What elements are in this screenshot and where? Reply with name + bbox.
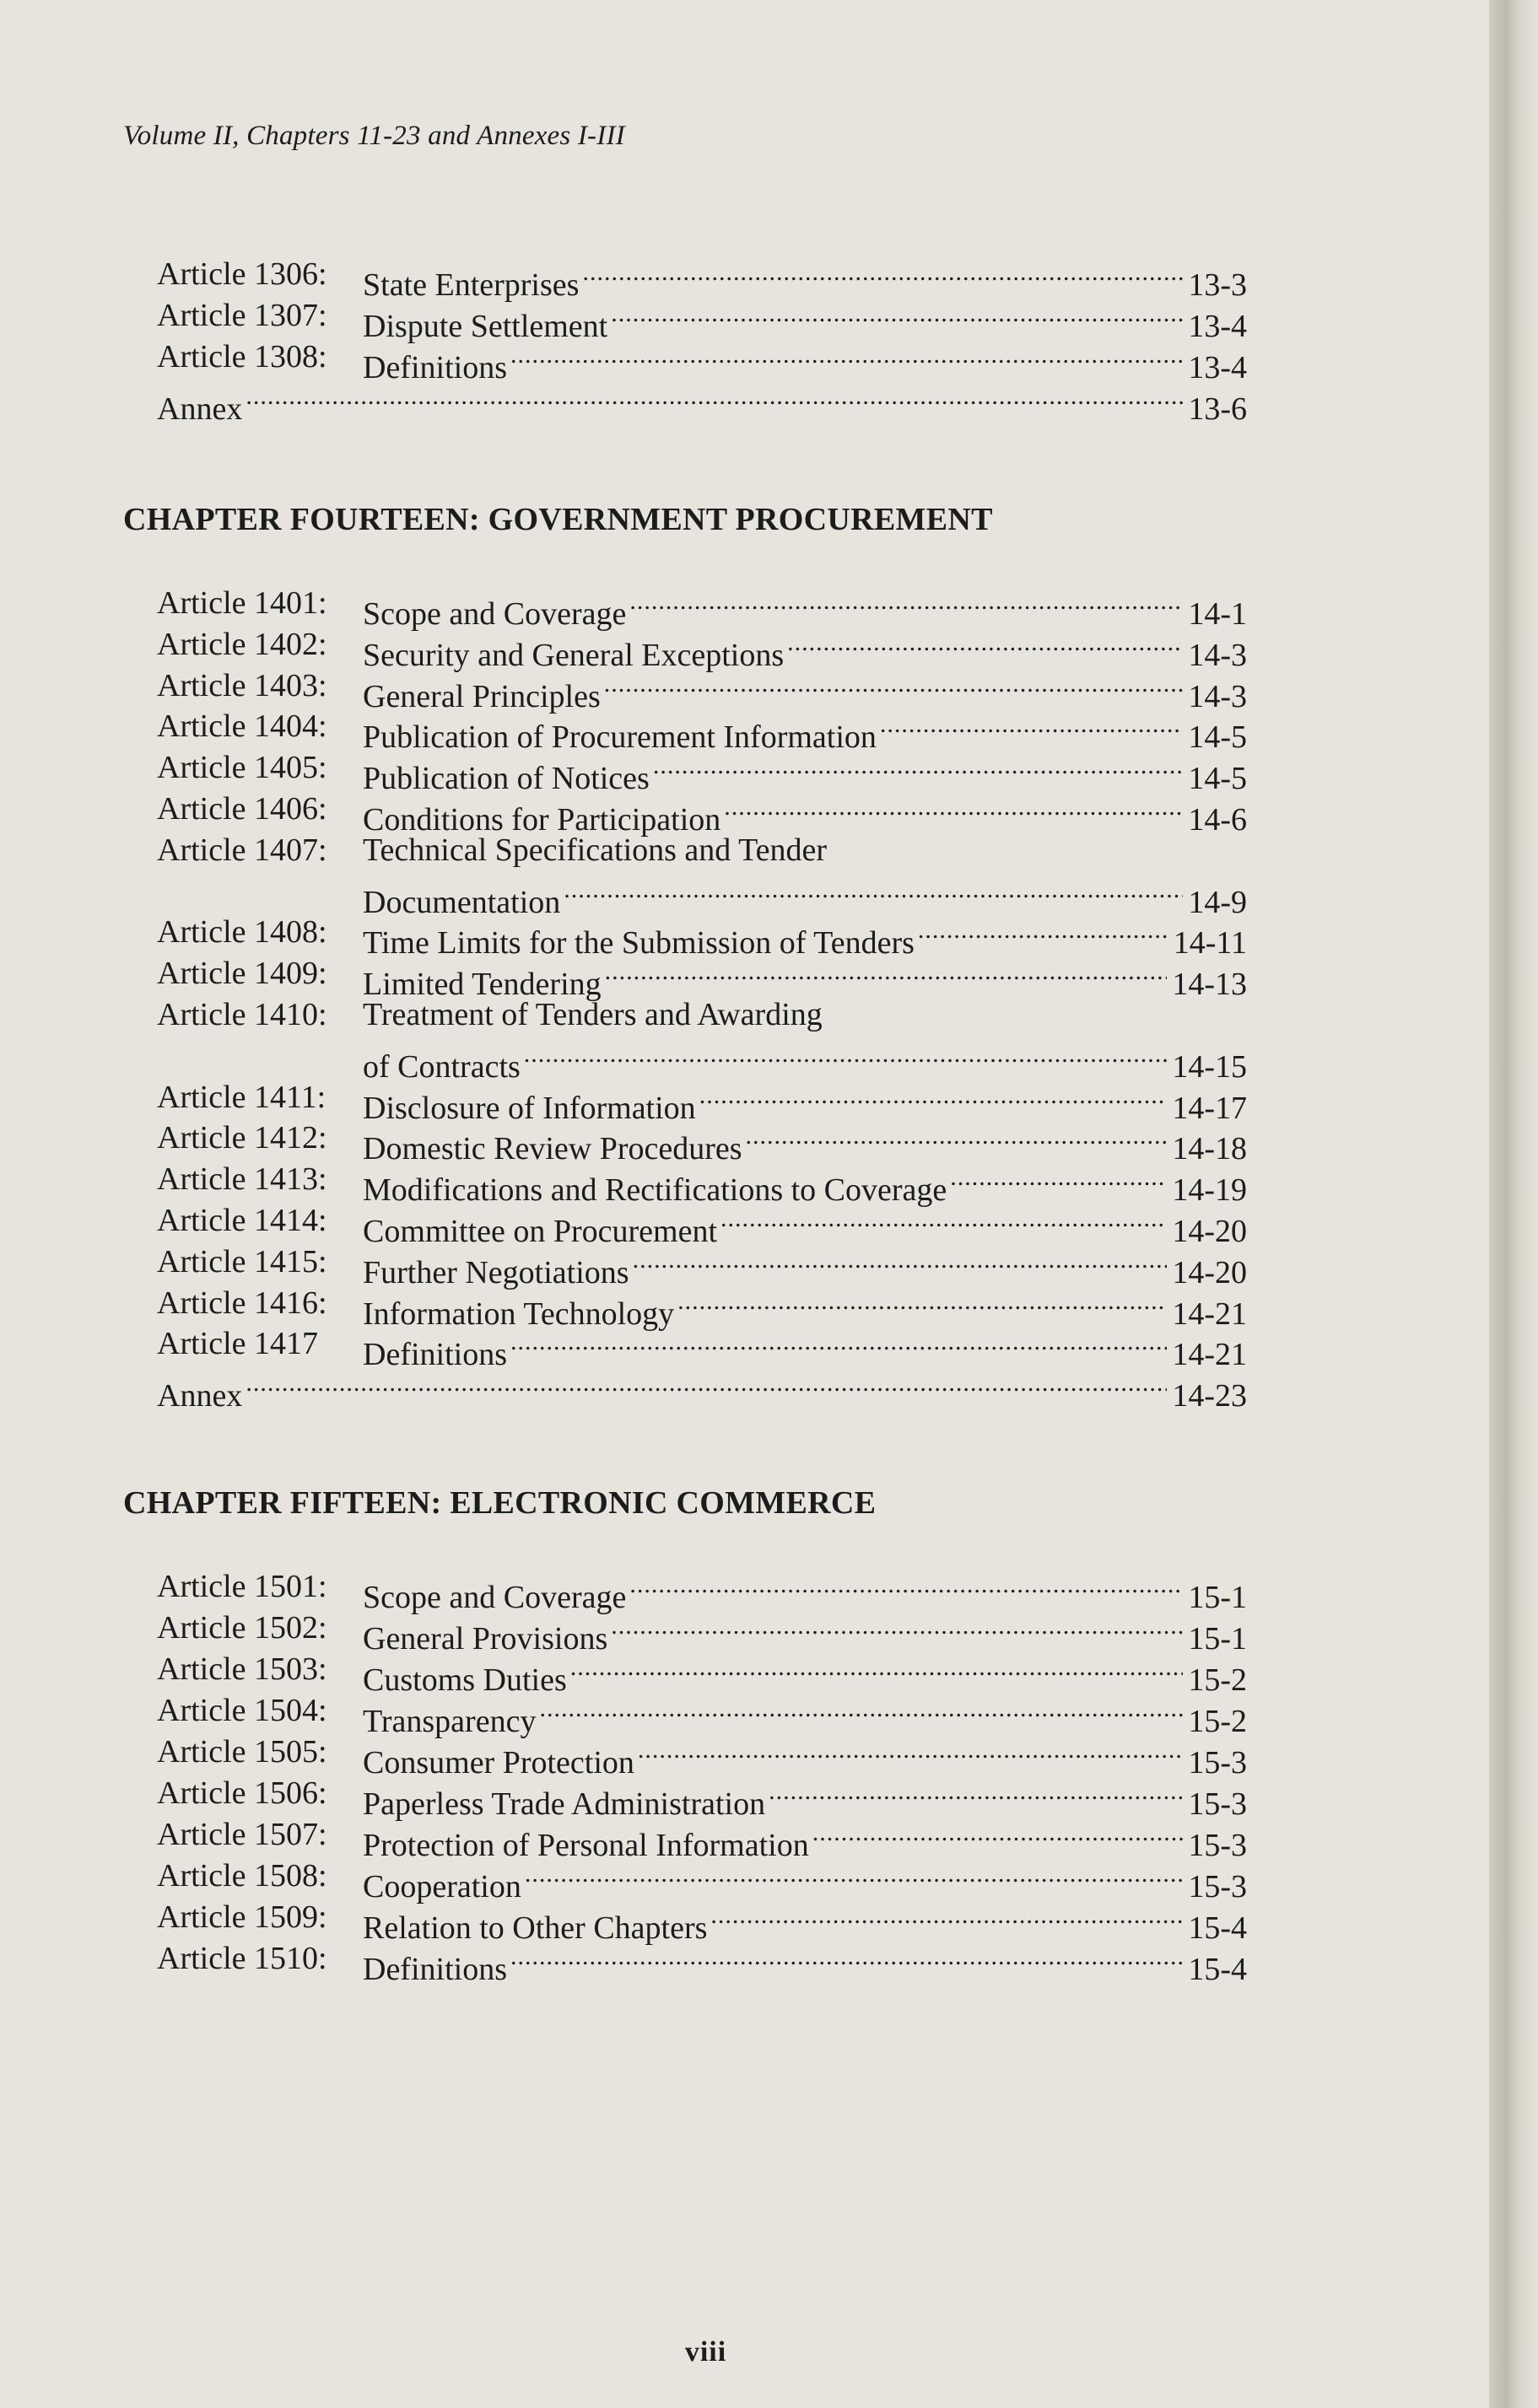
page-reference: 15-1	[1188, 1580, 1247, 1615]
article-title: Security and General Exceptions	[363, 637, 785, 673]
toc-entry	[157, 1732, 1247, 1780]
page-reference: 15-3	[1188, 1786, 1247, 1822]
dot-leader	[564, 871, 1183, 913]
dot-leader	[611, 295, 1183, 337]
article-number: Article 1412:	[157, 1120, 327, 1156]
page-reference: 14-20	[1172, 1254, 1247, 1290]
dot-leader	[570, 1649, 1184, 1690]
article-title: Domestic Review Procedures	[363, 1131, 742, 1167]
article-title: Information Technology	[363, 1296, 675, 1332]
page-reference: 13-3	[1188, 267, 1247, 303]
toc-entry	[157, 295, 1247, 344]
article-title: Committee on Procurement	[363, 1214, 718, 1249]
page-reference: 14-18	[1172, 1131, 1247, 1167]
page-reference: 14-3	[1188, 637, 1247, 673]
toc-entry	[157, 1118, 1247, 1167]
dot-leader	[633, 1242, 1168, 1283]
article-number: Article 1509:	[157, 1899, 327, 1935]
article-number: Article 1416:	[157, 1285, 327, 1321]
toc-entry	[157, 1200, 1247, 1249]
page-reference: 15-4	[1188, 1952, 1247, 1987]
article-title: Conditions for Participation	[363, 802, 721, 838]
page-reference: 14-11	[1173, 925, 1247, 962]
toc-entry	[157, 1242, 1247, 1290]
article-number: Article 1410:	[157, 997, 327, 1032]
article-number: Article 1504:	[157, 1693, 327, 1728]
chapter15-heading: CHAPTER FIFTEEN: ELECTRONIC COMMERCE	[123, 1485, 877, 1521]
dot-leader	[880, 706, 1183, 747]
article-number: Article 1508:	[157, 1858, 327, 1894]
page-reference: 15-3	[1188, 1745, 1247, 1780]
page-reference: 14-13	[1172, 967, 1247, 1003]
toc-entry	[157, 830, 1247, 920]
toc-entry	[157, 1814, 1247, 1863]
dot-leader	[611, 1608, 1183, 1649]
article-title: Definitions	[363, 1952, 507, 1987]
toc-entry-line	[157, 1365, 1247, 1417]
dot-leader	[746, 1118, 1168, 1159]
article-title: Annex	[157, 391, 243, 427]
dot-leader	[246, 1365, 1167, 1406]
article-title: Time Limits for the Submission of Tenders	[363, 925, 915, 962]
toc-entry-line	[157, 378, 1247, 430]
page-reference: 14-5	[1188, 719, 1247, 756]
page-reference: 13-4	[1188, 350, 1247, 385]
article-title: Annex	[157, 1378, 243, 1414]
article-number: Article 1401:	[157, 585, 327, 621]
article-title: Publication of Notices	[363, 761, 650, 797]
toc-entry	[157, 953, 1247, 1003]
dot-leader	[918, 912, 1168, 953]
article-title: Further Negotiations	[363, 1254, 629, 1290]
dot-leader	[604, 665, 1184, 707]
article-number: Article 1506:	[157, 1775, 327, 1811]
running-head: Volume II, Chapters 11-23 and Annexes I-III	[123, 121, 625, 151]
article-title: Modifications and Rectifications to Coverage	[363, 1172, 947, 1209]
article-number: Article 1501:	[157, 1569, 327, 1604]
article-title: Publication of Procurement Information	[363, 719, 877, 756]
dot-leader	[710, 1897, 1183, 1938]
dot-leader	[510, 1938, 1183, 1980]
dot-leader	[812, 1814, 1184, 1856]
toc-entry	[157, 1690, 1247, 1739]
toc-entry	[157, 254, 1247, 303]
page-reference: 14-9	[1188, 884, 1247, 920]
toc-entry	[157, 583, 1247, 632]
article-number: Article 1503:	[157, 1651, 327, 1687]
dot-leader	[246, 378, 1183, 419]
article-number: Article 1403:	[157, 667, 327, 703]
article-number: Article 1414:	[157, 1203, 327, 1238]
book-spine-shadow	[1489, 0, 1538, 2408]
article-title: General Provisions	[363, 1621, 608, 1657]
toc-entry	[157, 994, 1247, 1085]
page-reference: 14-15	[1172, 1049, 1247, 1085]
toc-entry	[157, 624, 1247, 673]
article-title: Limited Tendering	[363, 967, 602, 1003]
article-title: Protection of Personal Information	[363, 1828, 809, 1863]
article-number: Article 1505:	[157, 1734, 327, 1770]
article-title-line1: Treatment of Tenders and Awarding	[363, 997, 823, 1032]
page-reference: 14-1	[1188, 596, 1247, 632]
toc-entry	[157, 665, 1247, 714]
page-reference: 14-5	[1188, 761, 1247, 797]
dot-leader	[510, 337, 1183, 378]
dot-leader	[605, 953, 1168, 994]
toc-entry	[157, 1897, 1247, 1946]
article-title-line1: Technical Specifications and Tender	[363, 832, 828, 868]
toc-entry	[157, 337, 1247, 385]
toc-entry	[157, 789, 1247, 838]
dot-leader	[787, 624, 1183, 665]
dot-leader	[582, 254, 1183, 295]
article-number: Article 1402:	[157, 626, 327, 662]
article-title: Relation to Other Chapters	[363, 1910, 708, 1946]
dot-leader	[950, 1159, 1167, 1200]
toc-entry	[157, 1773, 1247, 1822]
article-title: Consumer Protection	[363, 1745, 634, 1780]
page-reference: 14-17	[1172, 1090, 1247, 1126]
dot-leader	[510, 1323, 1167, 1365]
toc-entry	[157, 706, 1247, 756]
article-number: Article 1417	[157, 1326, 319, 1362]
page-reference: 15-2	[1188, 1662, 1247, 1698]
article-number: Article 1502:	[157, 1610, 327, 1646]
article-number: Article 1510:	[157, 1941, 327, 1976]
article-title: Cooperation	[363, 1869, 521, 1904]
toc-entry	[157, 1649, 1247, 1698]
toc-entry-annex	[157, 378, 1247, 427]
article-title: Scope and Coverage	[363, 596, 627, 632]
article-number: Article 1411:	[157, 1079, 326, 1115]
article-number: Article 1306:	[157, 256, 327, 292]
folio-text: viii	[684, 2336, 727, 2368]
article-number: Article 1408:	[157, 914, 327, 951]
page-reference: 14-3	[1188, 678, 1247, 714]
toc-entry	[157, 747, 1247, 797]
article-title: Dispute Settlement	[363, 309, 608, 344]
article-number: Article 1308:	[157, 339, 327, 374]
article-title: State Enterprises	[363, 267, 580, 303]
dot-leader	[525, 1856, 1183, 1897]
dot-leader	[539, 1690, 1183, 1732]
article-title: Customs Duties	[363, 1662, 567, 1698]
toc-entry	[157, 1938, 1247, 1987]
toc-entry	[157, 1608, 1247, 1657]
page-reference: 14-20	[1172, 1214, 1247, 1249]
article-number: Article 1507:	[157, 1817, 327, 1852]
dot-leader	[629, 1566, 1183, 1608]
toc-entry	[157, 1077, 1247, 1126]
article-title: General Principles	[363, 678, 601, 714]
page-reference: 13-6	[1188, 391, 1247, 427]
toc-entry	[157, 1159, 1247, 1209]
toc-entry	[157, 1566, 1247, 1615]
page-reference: 15-4	[1188, 1910, 1247, 1946]
dot-leader	[677, 1283, 1167, 1324]
article-number: Article 1407:	[157, 832, 327, 868]
dot-leader	[638, 1732, 1183, 1773]
page-reference: 14-6	[1188, 802, 1247, 838]
page-reference: 14-19	[1172, 1172, 1247, 1209]
dot-leader	[720, 1200, 1167, 1242]
article-title: Transparency	[363, 1704, 537, 1739]
page-reference: 15-3	[1188, 1828, 1247, 1863]
article-title: Disclosure of Information	[363, 1090, 696, 1126]
page-reference: 15-1	[1188, 1621, 1247, 1657]
article-title: Paperless Trade Administration	[363, 1786, 766, 1822]
toc-entry-line	[363, 1938, 1247, 1991]
article-number: Article 1406:	[157, 791, 327, 827]
article-number: Article 1405:	[157, 750, 327, 786]
chapter14-heading: CHAPTER FOURTEEN: GOVERNMENT PROCUREMENT	[123, 502, 993, 537]
page-reference: 13-4	[1188, 309, 1247, 344]
dot-leader	[629, 583, 1183, 624]
article-title: Scope and Coverage	[363, 1580, 627, 1615]
page-reference: 15-3	[1188, 1869, 1247, 1904]
dot-leader	[653, 747, 1184, 789]
article-title: Documentation	[363, 884, 561, 920]
page-reference: 14-21	[1172, 1296, 1247, 1332]
article-number: Article 1409:	[157, 956, 327, 992]
toc-entry	[157, 1856, 1247, 1904]
article-number: Article 1404:	[157, 708, 327, 745]
toc-entry-annex	[157, 1365, 1247, 1414]
dot-leader	[769, 1773, 1183, 1814]
page-reference: 15-2	[1188, 1704, 1247, 1739]
page-number	[0, 2336, 1489, 2368]
dot-leader	[699, 1077, 1168, 1118]
article-number: Article 1307:	[157, 298, 327, 333]
article-number: Article 1415:	[157, 1243, 327, 1279]
article-title: Definitions	[363, 350, 507, 385]
article-title: of Contracts	[363, 1049, 521, 1085]
page-reference: 14-21	[1172, 1337, 1247, 1373]
toc-entry	[157, 1283, 1247, 1332]
article-number: Article 1413:	[157, 1161, 327, 1198]
dot-leader	[524, 1036, 1168, 1077]
toc-entry	[157, 1323, 1247, 1373]
toc-entry	[157, 912, 1247, 962]
article-title: Definitions	[363, 1337, 507, 1373]
page-reference: 14-23	[1172, 1378, 1247, 1414]
dot-leader	[724, 789, 1183, 830]
